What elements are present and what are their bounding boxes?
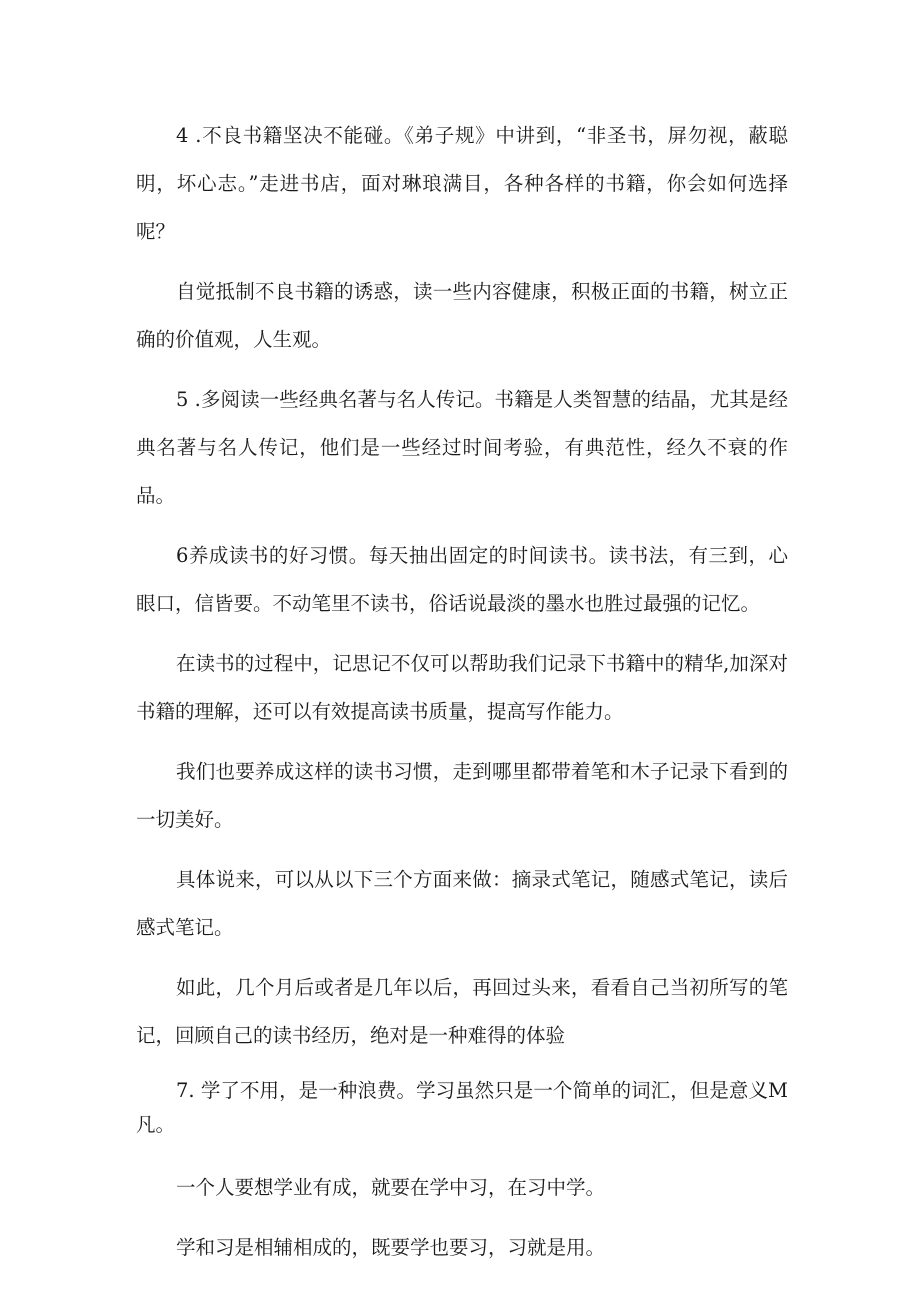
paragraph-note-types: 具体说来，可以从以下三个方面来做：摘录式笔记，随感式笔记，读后感式笔记。: [136, 868, 788, 939]
paragraph-reject-bad-books: 自觉抵制不良书籍的诱惑，读一些内容健康，积极正面的书籍，树立正确的价值观，人生观。: [136, 280, 788, 351]
paragraph-learning-success: 一个人要想学业有成，就要在学中习，在习中学。: [176, 1176, 606, 1199]
paragraph-reading-notes: 在读书的过程中，记思记不仅可以帮助我们记录下书籍中的精华,加深对书籍的理解，还可以有效提高读书质量，提高写作能力。: [136, 652, 788, 723]
paragraph-looking-back: 如此，几个月后或者是几年以后，再回过头来，看看自己当初所写的笔记，回顾自己的读书经历，绝对是一种难得的体验: [136, 976, 788, 1047]
paragraph-learn-and-practice: 学和习是相辅相成的，既要学也要习，习就是用。: [176, 1236, 606, 1259]
paragraph-item-7: 7. 学了不用，是一种浪费。学习虽然只是一个简单的词汇，但是意义M凡。: [136, 1079, 788, 1136]
paragraph-item-4: 4 .不良书籍坚决不能碰。《弟子规》中讲到，“非圣书，屏勿视，蔽聪明，坏心志。”走进书店，面对琳琅满目，各种各样的书籍，你会如何选择呢？: [136, 124, 788, 243]
document-body: [136, 112, 788, 1284]
paragraph-item-5: 5 .多阅读一些经典名著与名人传记。书籍是人类智慧的结晶，尤其是经典名著与名人传记，他们是一些经过时间考验，有典范性，经久不衰的作品。: [136, 388, 788, 507]
paragraph-reading-habit: 我们也要养成这样的读书习惯，走到哪里都带着笔和木子记录下看到的一切美好。: [136, 760, 788, 831]
paragraph-item-6: 6养成读书的好习惯。每天抽出固定的时间读书。读书法，有三到，心眼口，信皆要。不动笔里不读书，俗话说最淡的墨水也胜过最强的记忆。: [136, 544, 788, 615]
